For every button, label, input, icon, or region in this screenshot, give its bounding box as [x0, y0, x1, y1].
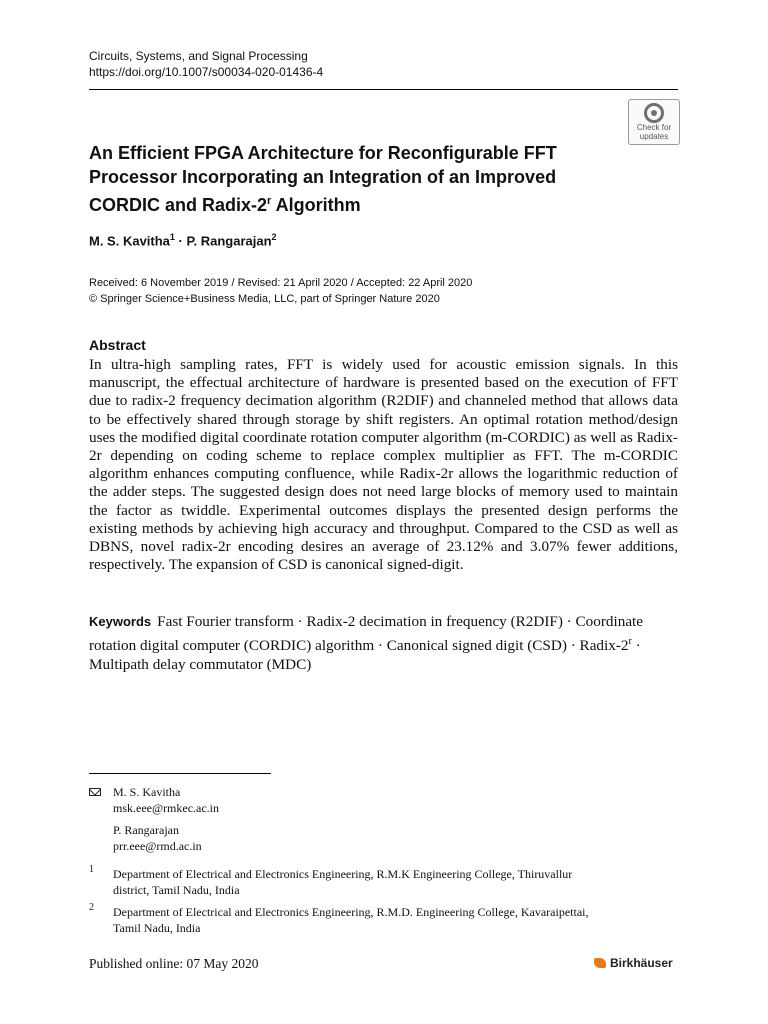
journal-header [89, 48, 323, 80]
contact-name: M. S. Kavitha [113, 785, 181, 799]
copyright-line: © Springer Science+Business Media, LLC, part of Springer Nature 2020 [89, 293, 440, 305]
author-name[interactable]: M. S. Kavitha [89, 233, 170, 249]
envelope-icon [89, 788, 101, 796]
footnotes [89, 784, 678, 940]
affiliation-text [113, 866, 678, 898]
publisher-logo[interactable] [594, 956, 673, 970]
title-line-1: An Efficient FPGA Architecture for Reconfigurable FFT [89, 143, 557, 163]
co-author-contact [89, 820, 678, 866]
affiliation-number: 2 [89, 902, 94, 913]
contact-email[interactable]: msk.eee@rmkec.ac.in [113, 801, 220, 815]
badge-line-2: updates [639, 132, 669, 141]
keywords-heading: Keywords [89, 614, 152, 629]
affiliation-line: district, Tamil Nadu, India [113, 883, 240, 897]
title-line-3 [89, 189, 619, 217]
title-line-2: Processor Incorporating an Integration of an Improved [89, 167, 557, 187]
author-affiliation-marker: 2 [271, 232, 277, 242]
badge-line-1: Check for [636, 123, 672, 132]
keywords-text: Fast Fourier transform · Radix-2 decimation in frequency (R2DIF) · Coordinate rotation digital computer (CORDIC) algorithm · Canonical signed digit (CSD) · Radix-2 [89, 613, 644, 654]
publisher-name: Birkhäuser [610, 956, 673, 970]
author-list [89, 232, 277, 248]
affiliation-number: 1 [89, 864, 94, 875]
doi-link[interactable]: https://doi.org/10.1007/s00034-020-01436-4 [89, 65, 324, 79]
footnote-rule [89, 773, 271, 774]
check-updates-icon [644, 103, 664, 123]
article-history [89, 275, 472, 307]
abstract-text: In ultra-high sampling rates, FFT is widely used for acoustic emission signals. In this manuscript, the effectual architecture of hardware is presented based on the execution of FFT due to radix-2 frequency decimation algorithm (R2DIF) and channeled method that allows data to be effectively shared through storage by shift registers. An optimal rotation method/design uses the modified digital coordinate rotation computer algorithm (m-CORDIC) as well as Radix- 2r depending on coding scheme to replace complex multiplier as FFT. The m-CORDIC algorithm enhances computing confluence, while Radix-2r allows the logarithmic reduction of the adder steps. The suggested design does not need large blocks of memory used to maintain the factor as twiddle. Experimental outcomes displays the presented design performs the existing methods by achieving high accuracy and throughput. Compared to the CSD as well as DBNS, novel radix-2r encoding desires an average of 23.12% and 3.07% fewer additions, respectively. The expansion of CSD is canonical signed-digit. [89, 356, 678, 574]
contact-email[interactable]: prr.eee@rmd.ac.in [113, 839, 202, 853]
author-name[interactable]: P. Rangarajan [186, 233, 272, 249]
title-line-3-tail: Algorithm [271, 195, 361, 215]
keywords-text-tail: · Multipath delay commutator (MDC) [89, 636, 641, 674]
title-superscript: r [267, 195, 272, 207]
birkhauser-logo-icon [594, 958, 606, 968]
history-dates: Received: 6 November 2019 / Revised: 21 April 2020 / Accepted: 22 April 2020 [89, 277, 473, 289]
keywords-superscript: r [628, 635, 632, 647]
affiliation-text [113, 904, 678, 936]
affiliation-1 [89, 866, 678, 902]
abstract-heading: Abstract [89, 337, 146, 353]
affiliation-line: Tamil Nadu, India [113, 921, 201, 935]
title-line-3-main: CORDIC and Radix-2 [89, 195, 268, 215]
published-online: Published online: 07 May 2020 [89, 956, 259, 971]
affiliation-line: Department of Electrical and Electronics Engineering, R.M.K Engineering College, Thiruvallur [113, 867, 573, 881]
affiliation-2 [89, 904, 678, 940]
affiliation-line: Department of Electrical and Electronics Engineering, R.M.D. Engineering College, Kavaraipettai, [113, 905, 589, 919]
keywords-block [89, 612, 678, 675]
author-affiliation-marker: 1 [169, 232, 175, 242]
article-title [89, 141, 619, 217]
contact-name: P. Rangarajan [113, 823, 179, 837]
header-rule [89, 89, 678, 90]
author-separator: · [174, 233, 187, 249]
journal-name: Circuits, Systems, and Signal Processing [89, 49, 308, 63]
corresponding-author [89, 784, 678, 818]
check-for-updates-badge[interactable] [628, 99, 680, 145]
